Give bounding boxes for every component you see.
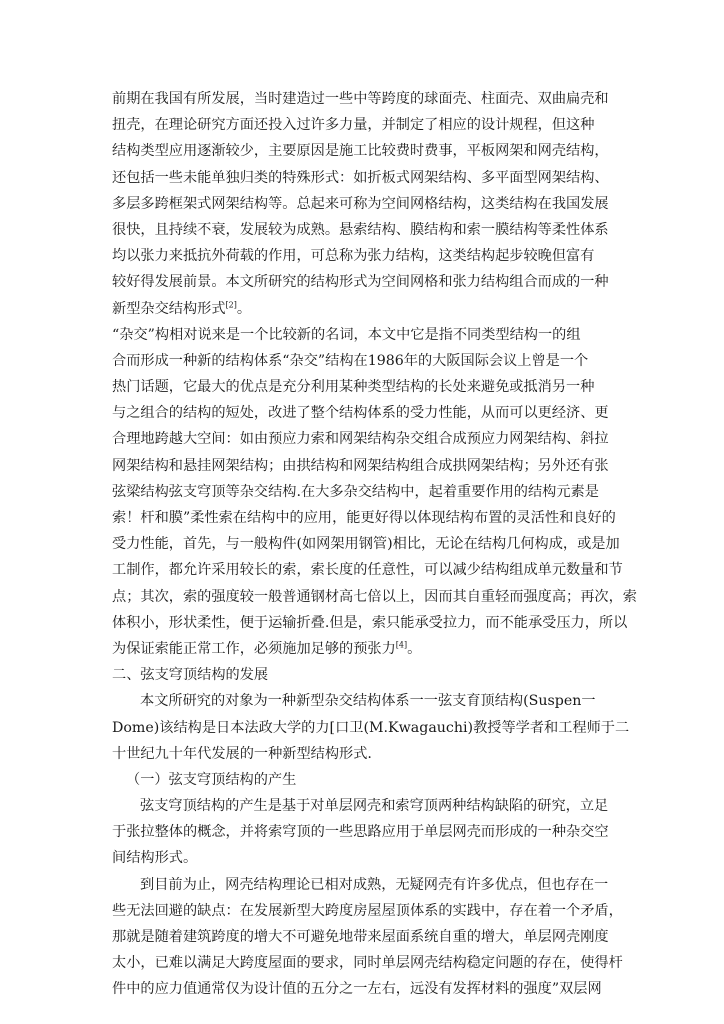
line-text: 本文所研究的对象为一种新型杂交结构体系一一弦支育顶结构(Suspen一 [140, 693, 596, 710]
line-text: 于张拉整体的概念，并将索穹顶的一些思路应用于单层网壳而形成的一种杂交空 [112, 824, 609, 841]
line-text: 与之组合的结构的短处，改进了整个结构体系的受力性能，从而可以更经济、更 [112, 405, 609, 422]
line-text: 二、弦支穹顶结构的发展 [112, 667, 269, 684]
line-text: 合理地跨越大空间：如由预应力索和网架结构杂交组合成预应力网架结构、斜拉 [112, 431, 609, 448]
line-text: 间结构形式。 [112, 850, 198, 867]
line-text: 点；其次，索的强度较一般普通钢材高七倍以上，因而其自重轻而强度高；再次，索 [112, 588, 637, 605]
line-text: 弦支穹顶结构的产生是基于对单层网壳和索穹顶两种结构缺陷的研究，立足 [140, 798, 609, 815]
text-line [112, 531, 622, 557]
line-text: 较好得发展前景。本文所研究的结构形式为空间网格和张力结构组合而成的一种 [112, 274, 609, 291]
line-text: 受力性能，首先，与一般构件(如网架用钢管)相比，无论在结构几何构成，或是加 [112, 536, 620, 553]
text-line [112, 426, 622, 452]
text-line [112, 269, 622, 295]
line-text: 热门话题，它最大的优点是充分利用某种类型结构的长处来避免或抵消另一种 [112, 379, 595, 396]
text-line [112, 662, 622, 688]
text-line [112, 872, 622, 898]
text-line [112, 741, 622, 767]
text-line [112, 191, 622, 217]
text-line [112, 557, 622, 583]
line-text: 均以张力来抵抗外荷载的作用，可总称为张力结构，这类结构起步较晚但富有 [112, 248, 595, 265]
line-text: 太小，已难以满足大跨度屋面的要求，同时单层网壳结构稳定问题的存在，使得杆 [112, 955, 623, 972]
text-line [112, 165, 622, 191]
text-line [112, 845, 622, 871]
text-line [112, 400, 622, 426]
line-text: （一）弦支穹顶结构的产生 [126, 771, 297, 788]
text-line [112, 479, 622, 505]
line-text: 前期在我国有所发展，当时建造过一些中等跨度的球面壳、柱面壳、双曲扁壳和 [112, 91, 609, 107]
citation-mark: [2] [225, 299, 237, 309]
text-line [112, 374, 622, 400]
text-line [112, 950, 622, 976]
line-text: 新型杂交结构形式 [112, 300, 226, 317]
text-line [112, 453, 622, 479]
text-line [112, 688, 622, 714]
text-line [112, 322, 622, 348]
text-line [112, 584, 637, 610]
text-line [112, 138, 622, 164]
text-line [112, 976, 622, 1002]
text-line [112, 86, 622, 112]
body-text [112, 86, 637, 1003]
line-text: 到目前为止，网壳结构理论已相对成熟，无疑网壳有许多优点，但也存在一 [140, 876, 609, 893]
text-line [112, 348, 622, 374]
line-text: 还包括一些未能单独归类的特殊形式：如折板式网架结构、多平面型网架结构、 [112, 169, 609, 186]
text-line [112, 715, 630, 741]
line-text: 十世纪九十年代发展的一种新型结构形式. [112, 745, 372, 762]
line-text: 那就是随着建筑跨度的增大不可避免地带来屋面系统自重的增大，单层网壳刚度 [112, 929, 609, 945]
text-line [112, 505, 622, 531]
line-text: 结构类型应用逐渐较少，主要原因是施工比较费时费事，平板网架和网壳结构， [112, 143, 609, 160]
text-line [112, 636, 622, 662]
text-line [112, 610, 628, 636]
text-line [112, 217, 622, 243]
line-punctuation: 。 [236, 300, 252, 317]
line-text: Dome)该结构是日本法政大学的力[口卫(M.Kwagauchi)教授等学者和工程师于二 [112, 719, 630, 736]
line-text: 网架结构和悬挂网架结构；由拱结构和网架结构组合成拱网架结构；另外还有张 [112, 457, 609, 474]
text-line [112, 898, 622, 924]
line-text: 很快，且持续不衰，发展较为成熟。悬索结构、膜结构和索一膜结构等柔性体系 [112, 221, 609, 238]
citation-mark: [4] [395, 640, 408, 650]
line-text: 为保证索能正常工作，必须施加足够的预张力 [112, 640, 396, 657]
line-text: 合而形成一种新的结构体系“杂交”结构在1986年的大阪国际会议上曾是一个 [112, 352, 589, 369]
line-text: 扭壳，在理论研究方面还投入过许多力量，并制定了相应的设计规程，但这种 [112, 117, 595, 134]
line-text: 些无法回避的缺点：在发展新型大跨度房屋屋顶体系的实践中，存在着一个矛盾， [112, 902, 623, 919]
line-text: 弦梁结构弦支穹顶等杂交结构.在大多杂交结构中，起着重要作用的结构元素是 [112, 483, 599, 500]
text-line [112, 819, 622, 845]
line-text: 索！杆和膜”柔性索在结构中的应用，能更好得以体现结构布置的灵活性和良好的 [112, 510, 616, 526]
text-line [112, 296, 622, 322]
text-line [112, 793, 622, 819]
text-line [112, 243, 622, 269]
text-line [112, 767, 622, 793]
line-text: 多层多跨框架式网架结构等。总起来可称为空间网格结构，这类结构在我国发展 [112, 195, 609, 212]
text-line [112, 924, 622, 950]
line-text: 工制作，都允许采用较长的索，索长度的任意性，可以减少结构组成单元数量和节 [112, 562, 623, 579]
line-punctuation: 。 [407, 640, 422, 657]
line-text: “杂交”构相对说来是一个比较新的名词，本文中它是指不同类型结构一的组 [112, 326, 581, 343]
line-text: 体积小，形状柔性，便于运输折叠.但是，索只能承受拉力，而不能承受压力，所以 [112, 614, 628, 631]
line-text: 件中的应力值通常仅为设计值的五分之一左右，远没有发挥材料的强度”双层网 [112, 981, 602, 998]
text-line [112, 112, 622, 138]
